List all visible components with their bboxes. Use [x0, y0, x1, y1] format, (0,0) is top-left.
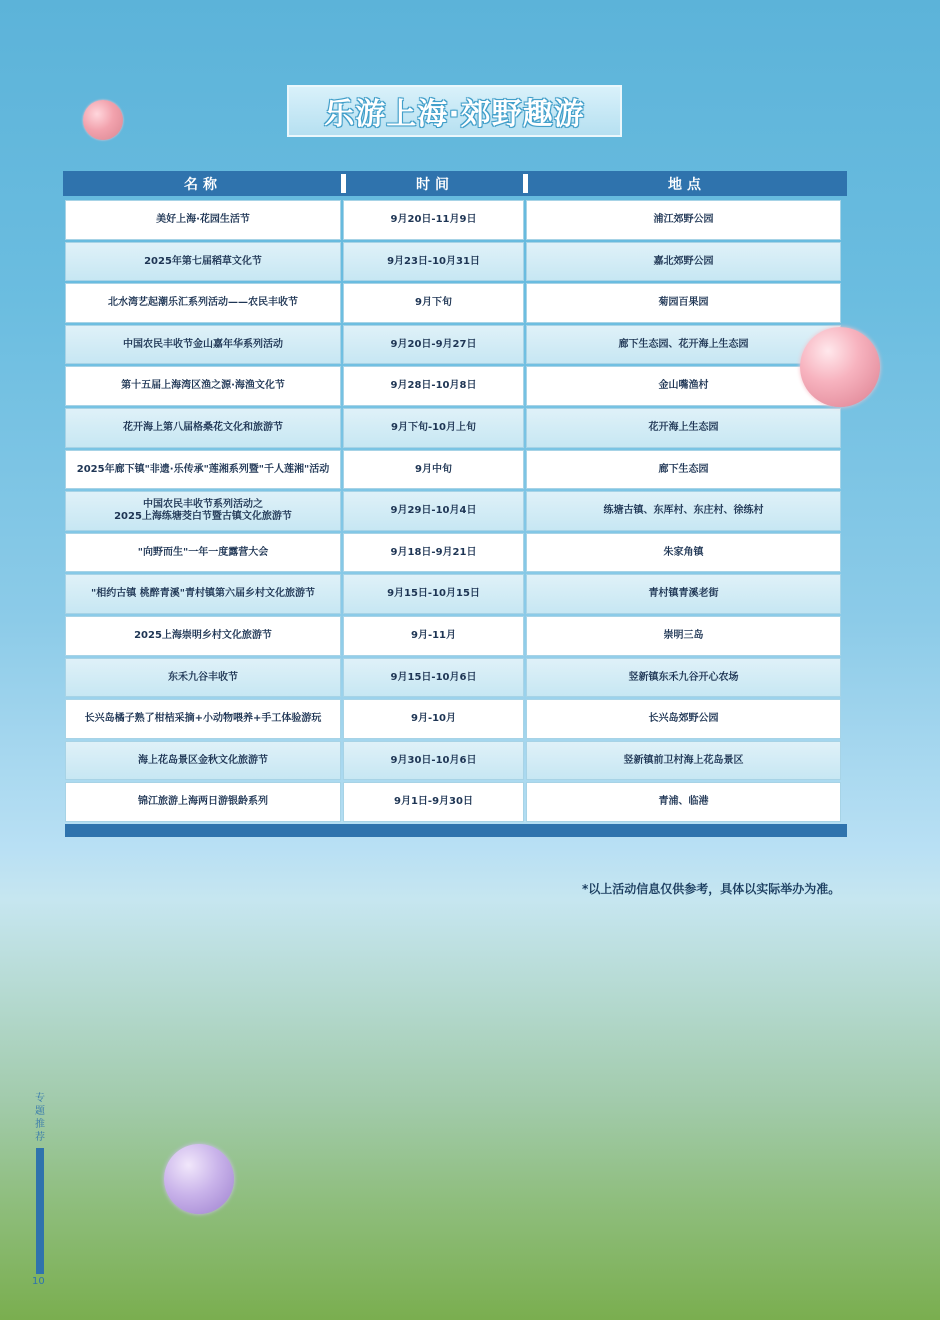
cell-place: 廊下生态园、花开海上生态园 — [526, 325, 841, 365]
cell-name: 长兴岛橘子熟了柑桔采摘+小动物喂养+手工体验游玩 — [65, 699, 341, 739]
cell-time: 9月1日-9月30日 — [343, 782, 524, 822]
page-title-banner — [287, 85, 622, 137]
cell-place: 菊园百果园 — [526, 283, 841, 323]
page-number: 10 — [32, 1276, 45, 1287]
table-row — [65, 532, 847, 574]
table-row — [65, 282, 847, 324]
cell-time: 9月20日-11月9日 — [343, 200, 524, 240]
disclaimer-note: *以上活动信息仅供参考，具体以实际举办为准。 — [582, 882, 841, 896]
section-label-text: 专题推荐 — [35, 1093, 45, 1143]
cell-name: 美好上海·花园生活节 — [65, 200, 341, 240]
cell-place: 竖新镇东禾九谷开心农场 — [526, 658, 841, 698]
page-title: 乐游上海·郊野趣游 — [324, 97, 585, 132]
cell-time: 9月28日-10月8日 — [343, 366, 524, 406]
decorative-bubble-pink-large — [800, 327, 880, 407]
cell-place: 练塘古镇、东厍村、东庄村、徐练村 — [526, 491, 841, 531]
cell-place: 廊下生态园 — [526, 450, 841, 490]
cell-name: 2025上海崇明乡村文化旅游节 — [65, 616, 341, 656]
cell-name: 中国农民丰收节金山嘉年华系列活动 — [65, 325, 341, 365]
cell-time: 9月15日-10月6日 — [343, 658, 524, 698]
header-separator — [341, 174, 346, 193]
cell-place: 嘉北郊野公园 — [526, 242, 841, 282]
column-header-name: 名称 — [184, 176, 222, 193]
table-row — [65, 490, 847, 532]
cell-name: 锦江旅游上海两日游银龄系列 — [65, 782, 341, 822]
cell-time: 9月-10月 — [343, 699, 524, 739]
cell-name: 中国农民丰收节系列活动之 2025上海练塘茭白节暨古镇文化旅游节 — [65, 491, 341, 531]
cell-place: 青村镇青溪老街 — [526, 574, 841, 614]
cell-name: 海上花岛景区金秋文化旅游节 — [65, 741, 341, 781]
cell-time: 9月-11月 — [343, 616, 524, 656]
cell-name: 花开海上第八届格桑花文化和旅游节 — [65, 408, 341, 448]
column-header-time: 时间 — [416, 176, 454, 193]
table-row — [65, 573, 847, 615]
header-separator — [523, 174, 528, 193]
cell-place: 花开海上生态园 — [526, 408, 841, 448]
cell-name: 第十五届上海湾区渔之源·海渔文化节 — [65, 366, 341, 406]
cell-time: 9月23日-10月31日 — [343, 242, 524, 282]
table-row — [65, 449, 847, 491]
cell-place: 青浦、临港 — [526, 782, 841, 822]
table-row — [65, 698, 847, 740]
table-row — [65, 615, 847, 657]
cell-time: 9月15日-10月15日 — [343, 574, 524, 614]
table-row — [65, 740, 847, 782]
cell-name: 2025年第七届稻草文化节 — [65, 242, 341, 282]
table-row — [65, 407, 847, 449]
cell-time: 9月20日-9月27日 — [343, 325, 524, 365]
cell-time: 9月30日-10月6日 — [343, 741, 524, 781]
table-row — [65, 365, 847, 407]
cell-place: 金山嘴渔村 — [526, 366, 841, 406]
cell-time: 9月下旬 — [343, 283, 524, 323]
table-body — [63, 196, 847, 823]
side-accent-bar — [36, 1148, 44, 1274]
decorative-bubble-purple — [164, 1144, 234, 1214]
events-table — [63, 171, 847, 837]
table-row — [65, 199, 847, 241]
table-footer-bar — [65, 824, 847, 837]
cell-place: 竖新镇前卫村海上花岛景区 — [526, 741, 841, 781]
table-row — [65, 657, 847, 699]
table-header — [63, 171, 847, 196]
cell-name: "相约古镇 桃醉青溪"青村镇第六届乡村文化旅游节 — [65, 574, 341, 614]
table-row — [65, 324, 847, 366]
table-row — [65, 781, 847, 823]
cell-place: 浦江郊野公园 — [526, 200, 841, 240]
cell-place: 长兴岛郊野公园 — [526, 699, 841, 739]
section-label — [33, 1092, 47, 1144]
cell-time: 9月中旬 — [343, 450, 524, 490]
cell-time: 9月18日-9月21日 — [343, 533, 524, 573]
cell-name: 2025年廊下镇"非遗·乐传承"莲湘系列暨"千人莲湘"活动 — [65, 450, 341, 490]
column-header-place: 地点 — [668, 176, 706, 193]
decorative-bubble-pink-small — [83, 100, 123, 140]
cell-time: 9月29日-10月4日 — [343, 491, 524, 531]
cell-name: 北水湾艺起潮乐汇系列活动——农民丰收节 — [65, 283, 341, 323]
cell-place: 朱家角镇 — [526, 533, 841, 573]
cell-time: 9月下旬-10月上旬 — [343, 408, 524, 448]
cell-place: 崇明三岛 — [526, 616, 841, 656]
cell-name: 东禾九谷丰收节 — [65, 658, 341, 698]
table-row — [65, 241, 847, 283]
cell-name: "向野而生"一年一度露营大会 — [65, 533, 341, 573]
